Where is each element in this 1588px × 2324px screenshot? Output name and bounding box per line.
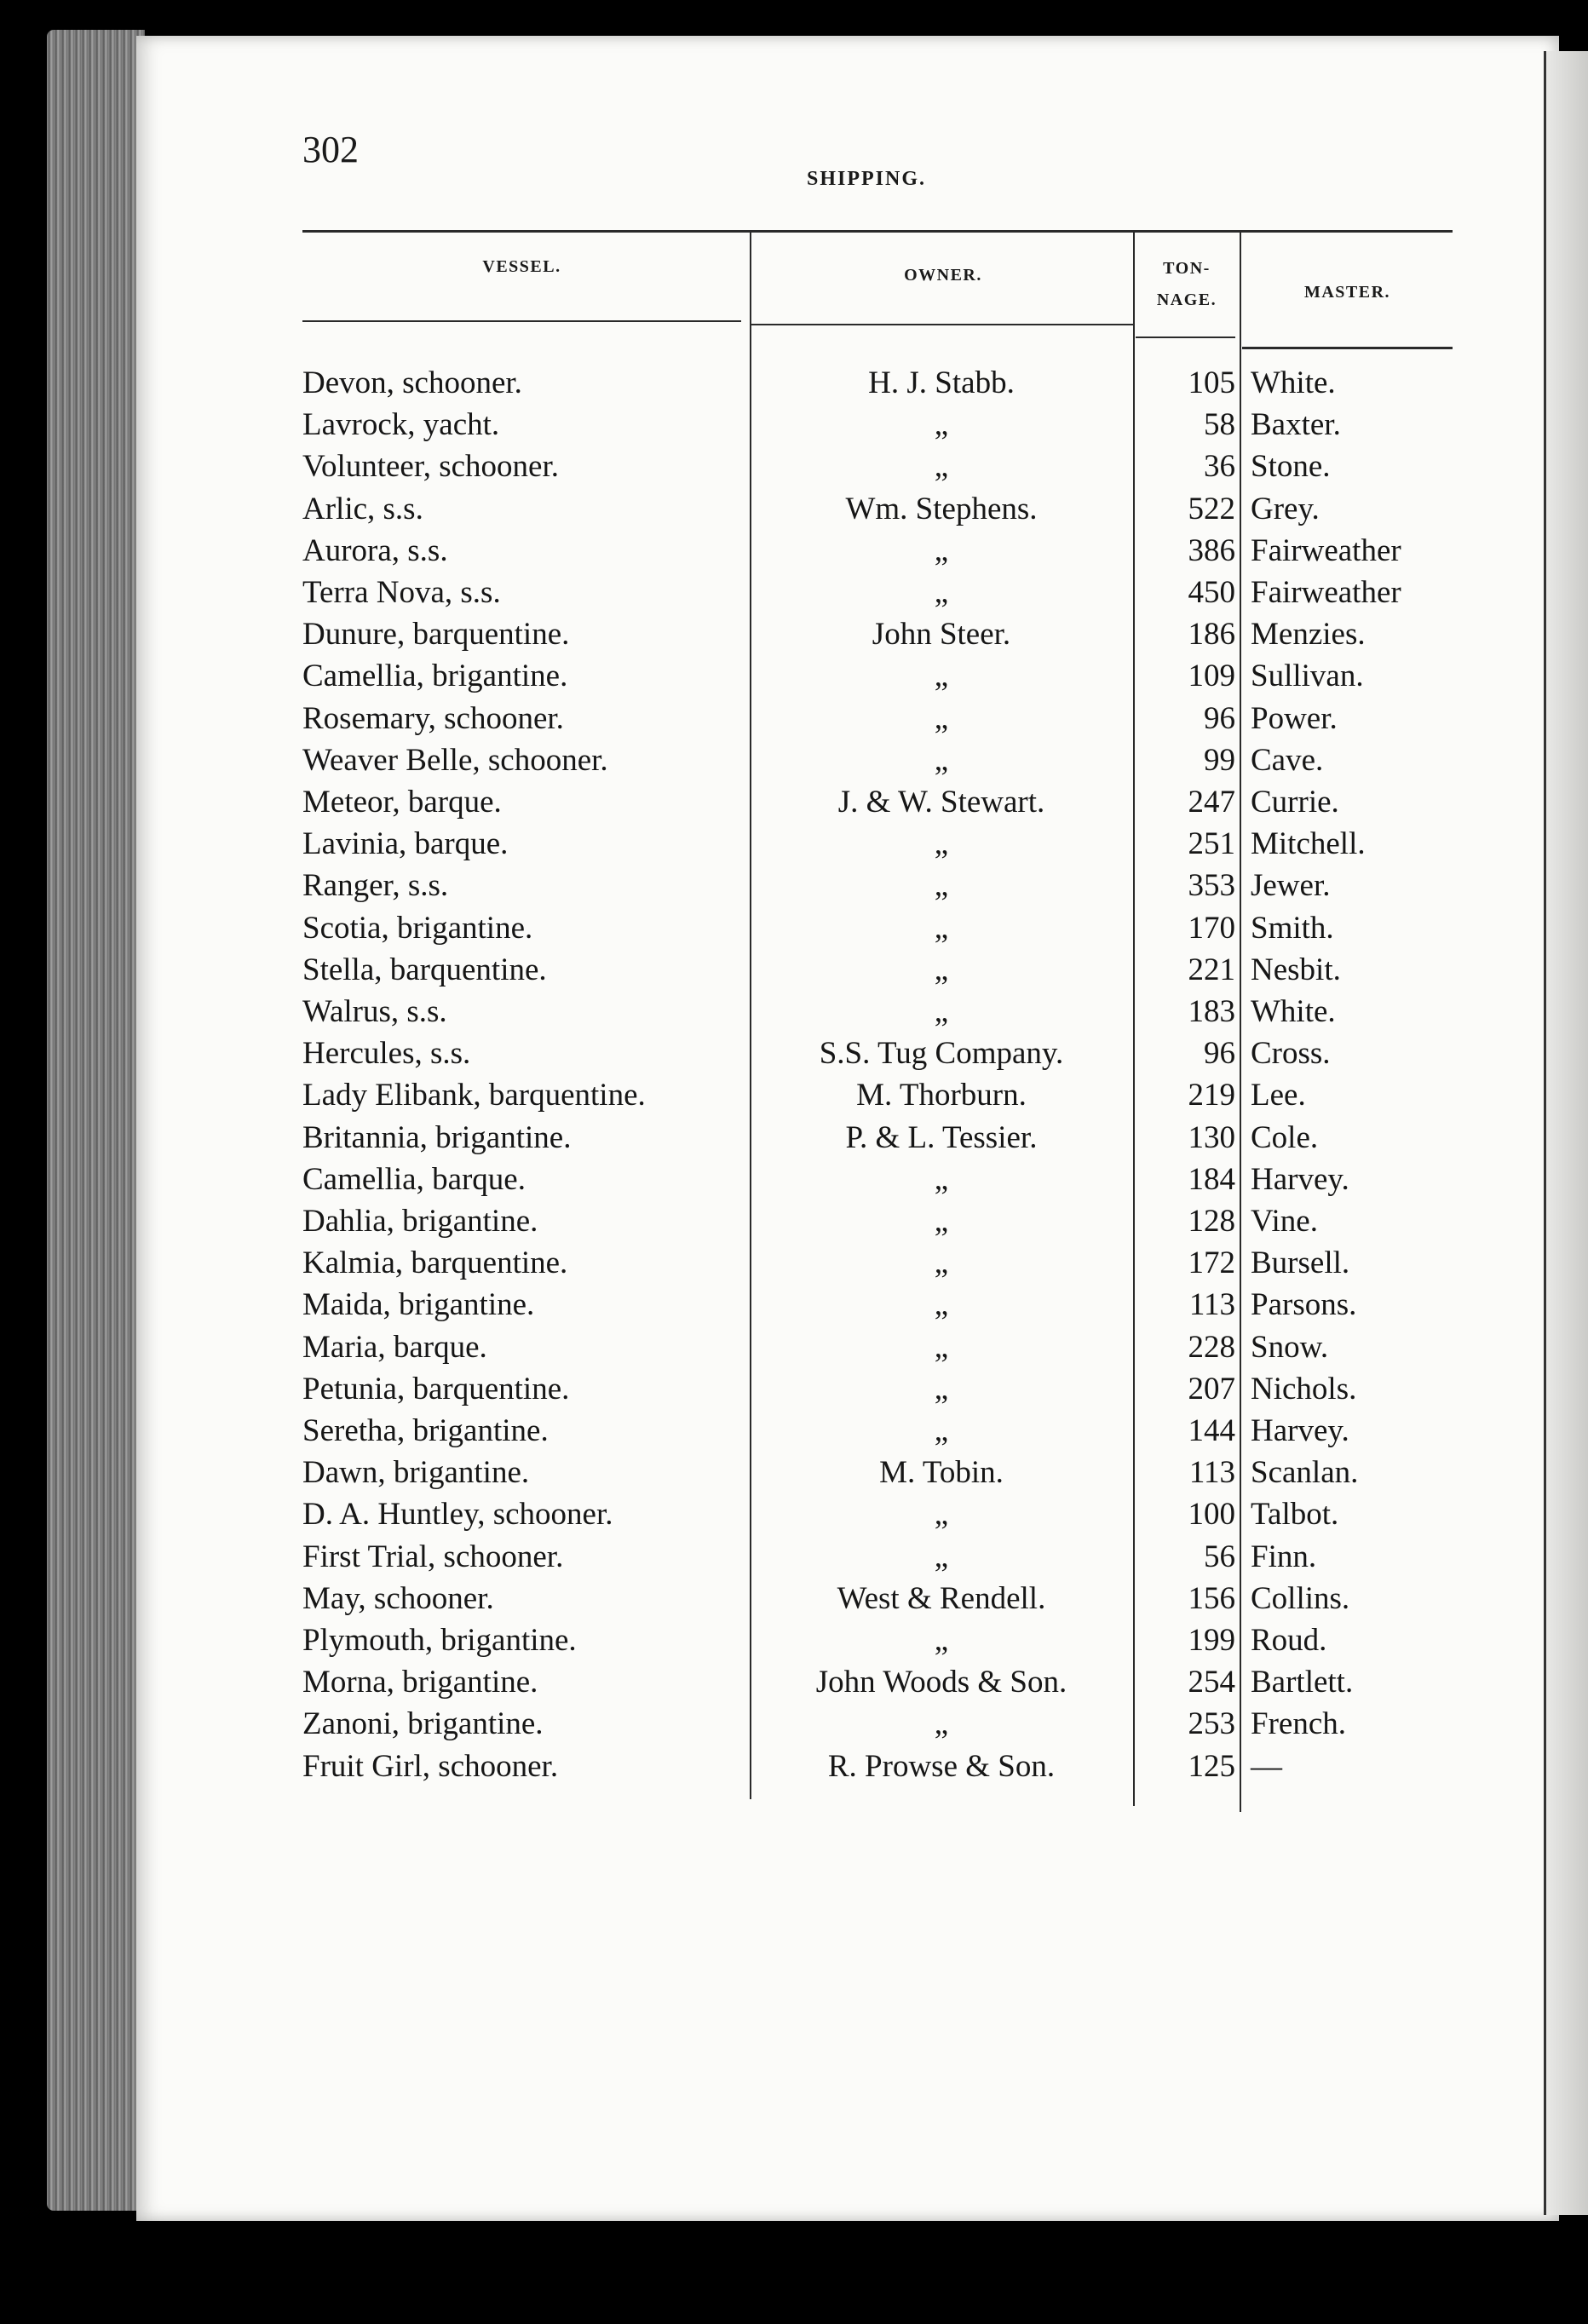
page-number: 302	[302, 129, 359, 170]
tonnage-cell: 353	[1188, 868, 1235, 904]
vessel-cell: Lavrock, yacht.	[302, 407, 500, 443]
owner-cell: H. J. Stabb.	[868, 365, 1015, 400]
vessel-cell: Devon, schooner.	[302, 365, 522, 400]
owner-cell: „	[934, 742, 949, 778]
owner-cell: „	[934, 1204, 949, 1239]
owner-cell: John Steer.	[872, 617, 1011, 653]
table-row	[0, 1033, 1588, 1074]
header-master: MASTER.	[1303, 283, 1391, 302]
tonnage-cell: 128	[1188, 1204, 1235, 1239]
table-row	[0, 949, 1588, 991]
owner-cell: „	[934, 1623, 949, 1658]
table-row	[0, 613, 1588, 655]
owner-cell: S.S. Tug Company.	[819, 1036, 1064, 1072]
owner-cell: Wm. Stephens.	[845, 491, 1038, 526]
tonnage-cell: 96	[1204, 1036, 1235, 1072]
owner-cell: „	[934, 1539, 949, 1574]
tonnage-cell: 199	[1188, 1623, 1235, 1658]
owner-cell: „	[934, 1287, 949, 1323]
table-row	[0, 991, 1588, 1033]
owner-cell: „	[934, 868, 949, 904]
tonnage-cell: 113	[1188, 1455, 1235, 1491]
vessel-cell: Meteor, barque.	[302, 785, 502, 820]
table-row	[0, 488, 1588, 530]
tonnage-cell: 254	[1188, 1665, 1235, 1700]
vessel-cell: Petunia, barquentine.	[302, 1371, 570, 1406]
tonnage-cell: 386	[1188, 532, 1235, 568]
tonnage-cell: 172	[1188, 1245, 1235, 1281]
owner-cell: „	[934, 407, 949, 443]
vessel-cell: Dahlia, brigantine.	[302, 1204, 538, 1239]
vessel-cell: Camellia, barque.	[302, 1161, 526, 1197]
table-row	[0, 1703, 1588, 1745]
tonnage-cell: 144	[1188, 1413, 1235, 1448]
table-row	[0, 1746, 1588, 1787]
vessel-cell: May, schooner.	[302, 1580, 494, 1616]
master-cell: Smith.	[1251, 910, 1334, 946]
master-cell: Bursell.	[1251, 1245, 1350, 1281]
table-row	[0, 1117, 1588, 1159]
owner-cell: „	[934, 952, 949, 987]
table-row	[0, 907, 1588, 949]
master-cell: White.	[1251, 365, 1336, 400]
vessel-cell: D. A. Huntley, schooner.	[302, 1497, 613, 1533]
master-cell: Mitchell.	[1251, 826, 1366, 862]
master-cell: White.	[1251, 994, 1336, 1029]
table-row	[0, 530, 1588, 572]
table-row	[0, 781, 1588, 823]
header-vessel: VESSEL.	[482, 257, 561, 276]
vessel-cell: Weaver Belle, schooner.	[302, 742, 608, 778]
tonnage-cell: 130	[1188, 1119, 1235, 1155]
tonnage-cell: 247	[1188, 785, 1235, 820]
vessel-cell: Stella, barquentine.	[302, 952, 547, 987]
owner-cell: „	[934, 1329, 949, 1365]
owner-cell: „	[934, 1706, 949, 1742]
master-cell: Power.	[1251, 700, 1338, 736]
vessel-cell: Seretha, brigantine.	[302, 1413, 549, 1448]
master-cell: Talbot.	[1251, 1497, 1339, 1533]
master-cell: Bartlett.	[1251, 1665, 1354, 1700]
master-cell: Harvey.	[1251, 1161, 1349, 1197]
master-cell: Nichols.	[1251, 1371, 1357, 1406]
owner-cell: „	[934, 1161, 949, 1197]
vessel-cell: Camellia, brigantine.	[302, 659, 568, 694]
master-cell: Stone.	[1251, 449, 1331, 485]
table-row	[0, 865, 1588, 906]
tonnage-cell: 183	[1188, 994, 1235, 1029]
vessel-cell: Dunure, barquentine.	[302, 617, 570, 653]
running-head: SHIPPING.	[806, 168, 926, 190]
tonnage-cell: 58	[1204, 407, 1235, 443]
table-row	[0, 1242, 1588, 1284]
tonnage-cell: 109	[1188, 659, 1235, 694]
vessel-cell: Kalmia, barquentine.	[302, 1245, 568, 1281]
table-row	[0, 1410, 1588, 1452]
table-row	[0, 362, 1588, 404]
table-row	[0, 1452, 1588, 1493]
master-cell: —	[1251, 1748, 1282, 1784]
master-cell: Fairweather	[1251, 575, 1401, 610]
vessel-cell: Aurora, s.s.	[302, 532, 448, 568]
owner-cell: „	[934, 1245, 949, 1281]
master-cell: Baxter.	[1251, 407, 1341, 443]
owner-cell: „	[934, 1371, 949, 1406]
vessel-cell: Plymouth, brigantine.	[302, 1623, 577, 1658]
tonnage-cell: 56	[1204, 1539, 1235, 1574]
master-cell: Menzies.	[1251, 617, 1366, 653]
master-cell: Jewer.	[1251, 868, 1331, 904]
owner-cell: M. Thorburn.	[856, 1078, 1027, 1113]
owner-cell: J. & W. Stewart.	[837, 785, 1045, 820]
tonnage-cell: 207	[1188, 1371, 1235, 1406]
tonnage-cell: 186	[1188, 617, 1235, 653]
table-row	[0, 446, 1588, 487]
table-row	[0, 1368, 1588, 1410]
master-cell: Nesbit.	[1251, 952, 1341, 987]
master-cell: Collins.	[1251, 1580, 1350, 1616]
master-cell: Grey.	[1251, 491, 1320, 526]
owner-cell: „	[934, 532, 949, 568]
tonnage-cell: 253	[1188, 1706, 1235, 1742]
master-cell: Fairweather	[1251, 532, 1401, 568]
vessel-cell: Lady Elibank, barquentine.	[302, 1078, 646, 1113]
header-owner: OWNER.	[904, 266, 982, 285]
tonnage-cell: 228	[1188, 1329, 1235, 1365]
table-row	[0, 1284, 1588, 1326]
tonnage-cell: 100	[1188, 1497, 1235, 1533]
tonnage-cell: 221	[1188, 952, 1235, 987]
master-cell: Vine.	[1251, 1204, 1318, 1239]
table-row	[0, 1536, 1588, 1578]
owner-cell: „	[934, 826, 949, 862]
table-row	[0, 1578, 1588, 1619]
owner-cell: P. & L. Tessier.	[845, 1119, 1038, 1155]
table-row	[0, 1326, 1588, 1368]
tonnage-cell: 113	[1188, 1287, 1235, 1323]
master-cell: Currie.	[1251, 785, 1339, 820]
table-row	[0, 1200, 1588, 1242]
tonnage-cell: 96	[1204, 700, 1235, 736]
vessel-cell: Ranger, s.s.	[302, 868, 449, 904]
owner-cell: West & Rendell.	[837, 1580, 1046, 1616]
owner-cell: „	[934, 700, 949, 736]
owner-cell: „	[934, 994, 949, 1029]
owner-cell: „	[934, 659, 949, 694]
tonnage-cell: 184	[1188, 1161, 1235, 1197]
vessel-cell: Britannia, brigantine.	[302, 1119, 572, 1155]
master-cell: Harvey.	[1251, 1413, 1349, 1448]
vessel-cell: Morna, brigantine.	[302, 1665, 538, 1700]
vessel-cell: Maida, brigantine.	[302, 1287, 535, 1323]
tonnage-cell: 170	[1188, 910, 1235, 946]
tonnage-cell: 156	[1188, 1580, 1235, 1616]
master-cell: Sullivan.	[1251, 659, 1364, 694]
vessel-cell: Dawn, brigantine.	[302, 1455, 530, 1491]
owner-cell: „	[934, 1497, 949, 1533]
table-row	[0, 739, 1588, 781]
tonnage-cell: 99	[1204, 742, 1235, 778]
tonnage-cell: 522	[1188, 491, 1235, 526]
master-cell: Finn.	[1251, 1539, 1317, 1574]
table-row	[0, 1661, 1588, 1703]
vessel-cell: Walrus, s.s.	[302, 994, 447, 1029]
vessel-cell: First Trial, schooner.	[302, 1539, 564, 1574]
owner-cell: „	[934, 449, 949, 485]
owner-cell: „	[934, 1413, 949, 1448]
vessel-cell: Fruit Girl, schooner.	[302, 1748, 559, 1784]
master-cell: Snow.	[1251, 1329, 1329, 1365]
vessel-cell: Maria, barque.	[302, 1329, 487, 1365]
vessel-cell: Terra Nova, s.s.	[302, 575, 501, 610]
vessel-cell: Volunteer, schooner.	[302, 449, 559, 485]
owner-cell: R. Prowse & Son.	[827, 1748, 1056, 1784]
tonnage-cell: 36	[1204, 449, 1235, 485]
header-tonnage-line2: NAGE.	[1156, 290, 1217, 309]
master-cell: Lee.	[1251, 1078, 1306, 1113]
master-cell: Cole.	[1251, 1119, 1319, 1155]
tonnage-cell: 125	[1188, 1748, 1235, 1784]
tonnage-cell: 105	[1188, 365, 1235, 400]
vessel-cell: Rosemary, schooner.	[302, 700, 564, 736]
tonnage-cell: 251	[1188, 826, 1235, 862]
table-row	[0, 572, 1588, 613]
tonnage-cell: 450	[1188, 575, 1235, 610]
owner-cell: „	[934, 575, 949, 610]
table-row	[0, 1074, 1588, 1116]
master-cell: Roud.	[1251, 1623, 1327, 1658]
table-row	[0, 698, 1588, 739]
tonnage-cell: 219	[1188, 1078, 1235, 1113]
table-row	[0, 1493, 1588, 1535]
table-row	[0, 823, 1588, 865]
table-row	[0, 1159, 1588, 1200]
table-row	[0, 1619, 1588, 1661]
owner-cell: „	[934, 910, 949, 946]
master-cell: Cave.	[1251, 742, 1324, 778]
table-row	[0, 655, 1588, 697]
master-cell: Cross.	[1251, 1036, 1331, 1072]
master-cell: Scanlan.	[1251, 1455, 1359, 1491]
header-tonnage-line1: TON-	[1163, 259, 1211, 278]
table-row	[0, 404, 1588, 446]
owner-cell: John Woods & Son.	[815, 1665, 1067, 1700]
vessel-cell: Hercules, s.s.	[302, 1036, 471, 1072]
vessel-cell: Lavinia, barque.	[302, 826, 509, 862]
master-cell: French.	[1251, 1706, 1346, 1742]
vessel-cell: Arlic, s.s.	[302, 491, 423, 526]
vessel-cell: Scotia, brigantine.	[302, 910, 533, 946]
owner-cell: M. Tobin.	[879, 1455, 1004, 1491]
vessel-cell: Zanoni, brigantine.	[302, 1706, 544, 1742]
master-cell: Parsons.	[1251, 1287, 1357, 1323]
